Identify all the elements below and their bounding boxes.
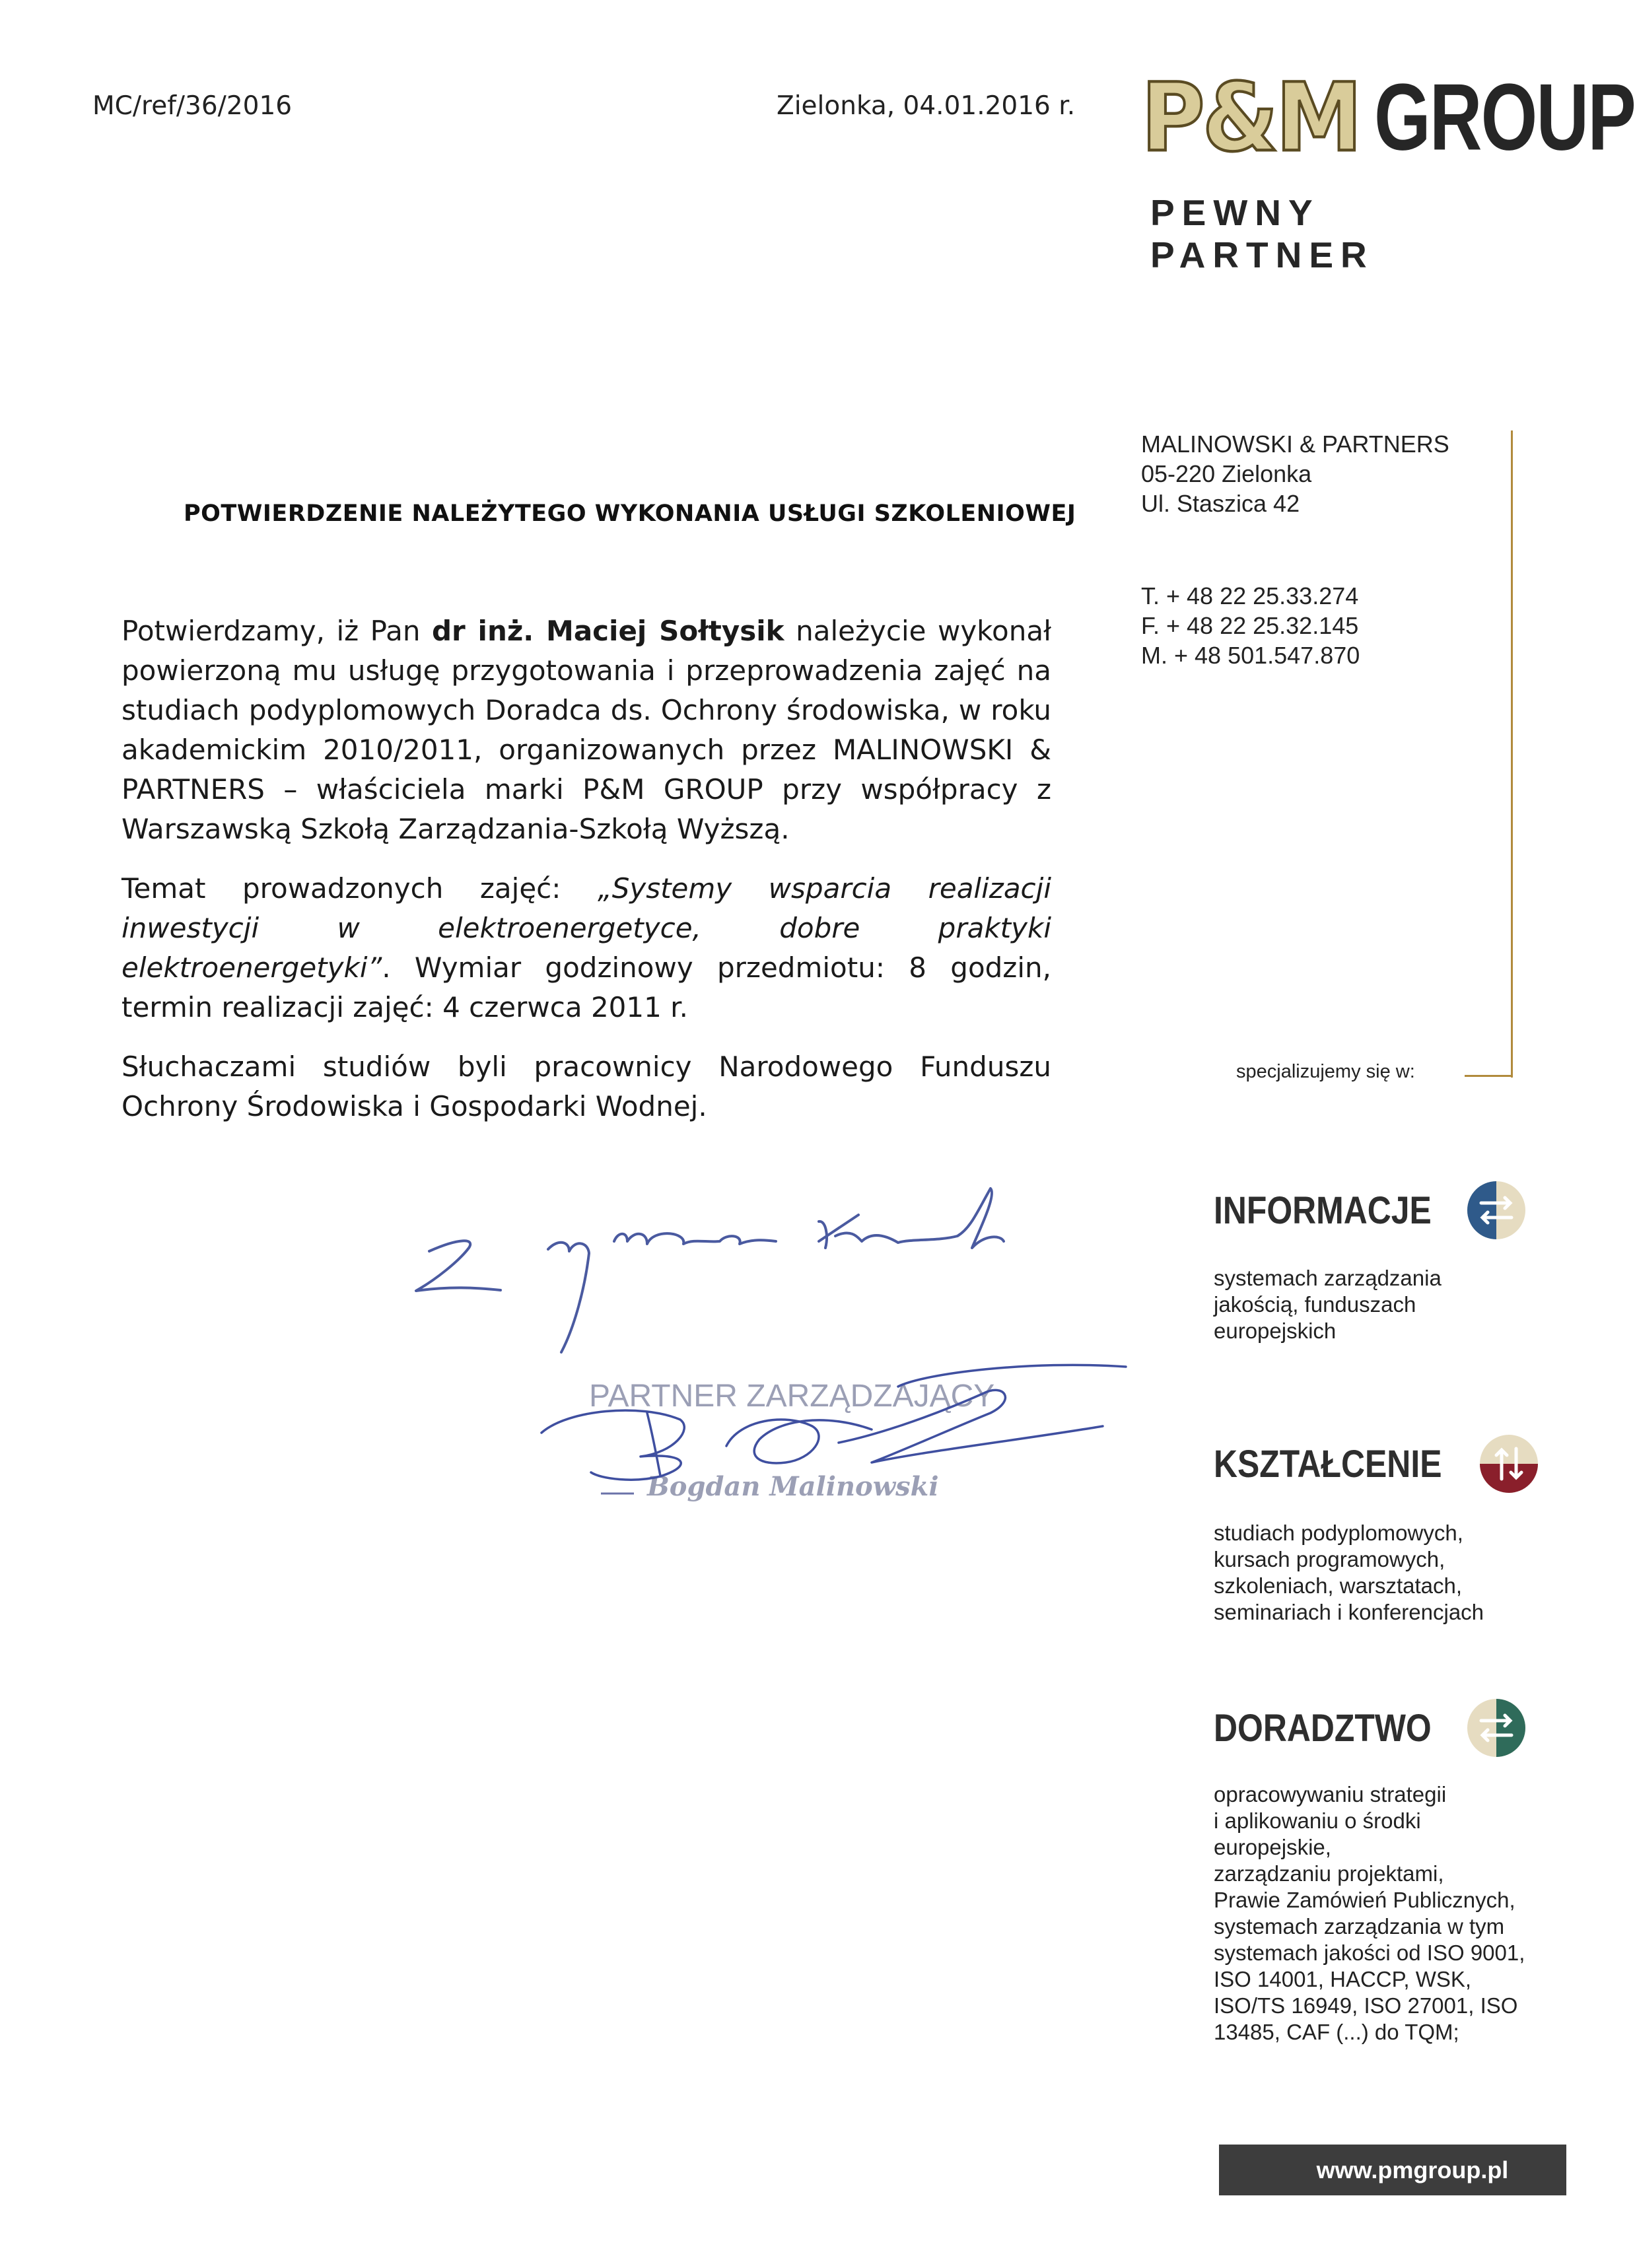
section-line: kursach programowych, bbox=[1214, 1547, 1445, 1571]
company-address bbox=[1141, 429, 1449, 518]
section-title: INFORMACJE bbox=[1214, 1188, 1432, 1232]
section-title: DORADZTWO bbox=[1214, 1706, 1432, 1750]
trainer-name: dr inż. Maciej Sołtysik bbox=[431, 615, 784, 647]
paragraph-text: należycie wykonał powierzoną mu usługę przygotowania i przeprowadzenia zajęć na studiach podyplomowych Doradca ds. Ochrony środowiska, w roku akademickim 2010/2011, organizowanych przez MALINOWSKI & PARTNERS – właściciela marki P&M GROUP przy współpracy z Warszawską Szkołą Zarządzania-Szkołą Wyższą. bbox=[122, 615, 1051, 845]
section-line: ISO 14001, HACCP, WSK, bbox=[1214, 1967, 1472, 1991]
section-line: jakością, funduszach bbox=[1214, 1292, 1416, 1317]
paragraph-text: Potwierdzamy, iż Pan bbox=[122, 615, 432, 647]
place-and-date: Zielonka, 04.01.2016 r. bbox=[777, 91, 1076, 121]
section-line: systemach zarządzania bbox=[1214, 1266, 1442, 1290]
section-line: studiach podyplomowych, bbox=[1214, 1521, 1463, 1545]
mobile-number: M. + 48 501.547.870 bbox=[1141, 642, 1360, 669]
section-ksztalcenie bbox=[1214, 1434, 1570, 1626]
section-line: systemach jakości od ISO 9001, bbox=[1214, 1941, 1525, 1965]
document-reference: MC/ref/36/2016 bbox=[92, 91, 293, 121]
paragraph-text: Słuchaczami studiów byli pracownicy Narodowego Funduszu Ochrony Środowiska i Gospodarki Wodnej. bbox=[122, 1050, 1051, 1122]
education-arrows-icon bbox=[1479, 1434, 1539, 1494]
gold-vertical-divider bbox=[1511, 430, 1513, 1078]
letter-paragraph-3 bbox=[122, 1047, 1051, 1126]
section-line: zarządzaniu projektami, bbox=[1214, 1861, 1444, 1886]
specialization-label: specjalizujemy się w: bbox=[1236, 1061, 1415, 1082]
paragraph-text: Temat prowadzonych zajęć: bbox=[122, 872, 598, 905]
company-logo bbox=[1141, 63, 1635, 276]
svg-text:PARTNER ZARZĄDZAJĄCY: PARTNER ZARZĄDZAJĄCY bbox=[589, 1379, 995, 1414]
section-title: KSZTAŁCENIE bbox=[1214, 1442, 1442, 1486]
information-arrows-icon bbox=[1467, 1181, 1526, 1240]
gold-horizontal-divider bbox=[1465, 1075, 1513, 1077]
section-line: i aplikowaniu o środki bbox=[1214, 1808, 1421, 1833]
logo-pm-mark: P&M bbox=[1141, 63, 1360, 173]
section-doradztwo bbox=[1214, 1698, 1570, 2045]
company-street: Ul. Staszica 42 bbox=[1141, 490, 1300, 517]
section-line: szkoleniach, warsztatach, bbox=[1214, 1573, 1463, 1598]
section-line: europejskich bbox=[1214, 1319, 1337, 1343]
section-line: systemach zarządzania w tym bbox=[1214, 1914, 1505, 1939]
fax-number: F. + 48 22 25.32.145 bbox=[1141, 612, 1359, 639]
letter-paragraph-1 bbox=[122, 611, 1051, 849]
website-footer bbox=[1219, 2145, 1566, 2195]
company-name: MALINOWSKI & PARTNERS bbox=[1141, 430, 1449, 458]
course-topic: „Systemy wsparcia realizacji inwestycji w elektroenergetyce, dobre praktyki elektroenergetyki” bbox=[122, 872, 1051, 984]
section-line: 13485, CAF (...) do TQM; bbox=[1214, 2020, 1459, 2044]
section-line: europejskie, bbox=[1214, 1835, 1331, 1859]
logo-tagline: PEWNY PARTNER bbox=[1150, 192, 1374, 275]
paragraph-text: . Wymiar godzinowy przedmiotu: 8 godzin, termin realizacji zajęć: 4 czerwca 2011 r. bbox=[122, 951, 1051, 1023]
letter-title: POTWIERDZENIE NALEŻYTEGO WYKONANIA USŁUGI SZKOLENIOWEJ bbox=[184, 500, 1076, 527]
section-line: Prawie Zamówień Publicznych, bbox=[1214, 1888, 1515, 1912]
website-link[interactable]: www.pmgroup.pl bbox=[1316, 2156, 1509, 2183]
section-line: ISO/TS 16949, ISO 27001, ISO bbox=[1214, 1993, 1518, 2018]
company-contacts bbox=[1141, 581, 1360, 670]
section-line: seminariach i konferencjach bbox=[1214, 1600, 1484, 1624]
section-informacje bbox=[1214, 1181, 1570, 1344]
section-line: opracowywaniu strategii bbox=[1214, 1782, 1447, 1806]
consulting-arrows-icon bbox=[1467, 1698, 1526, 1758]
phone-number: T. + 48 22 25.33.274 bbox=[1141, 582, 1359, 609]
signature-stamp bbox=[528, 1347, 1136, 1512]
svg-text:Bogdan Malinowski: Bogdan Malinowski bbox=[647, 1471, 939, 1502]
company-postal: 05-220 Zielonka bbox=[1141, 460, 1312, 487]
logo-group-text: GROUP bbox=[1374, 64, 1635, 170]
letter-paragraph-2 bbox=[122, 869, 1051, 1027]
